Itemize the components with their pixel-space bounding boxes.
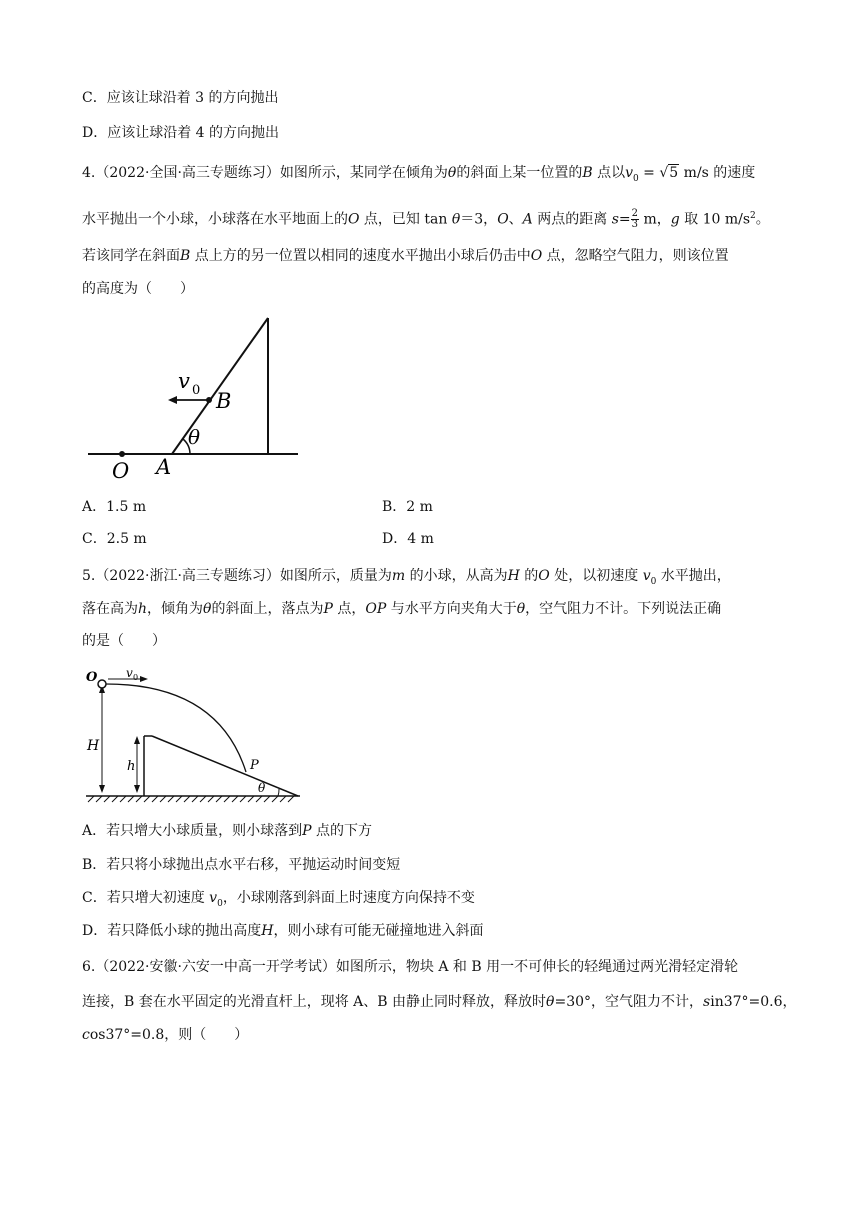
q5-option-c: C．若只增大初速度 $v_0$，小球刚落到斜面上时速度方向保持不变 xyxy=(82,890,475,909)
point-o-dot xyxy=(119,451,125,457)
q5-option-a: A．若只增大小球质量，则小球落到P 点的下方 xyxy=(82,823,372,839)
q4-stem-line1: 4.（2022·全国·高三专题练习）如图所示，某同学在倾角为θ的斜面上某一位置的B 点以$v_0 = √5$ m/s 的速度 xyxy=(82,165,756,184)
q5-stem-line1: 5.（2022·浙江·高三专题练习）如图所示，质量为m 的小球，从高为H 的O 处，以初速度 $v_0$ 水平抛出， xyxy=(82,568,731,587)
label-b: B xyxy=(216,389,232,413)
q4-stem-line2: 水平抛出一个小球，小球落在水平地面上的O 点，已知 tan θ＝3，O、A 两点的距离 s= $\frac{2}{3}$ m，g 取 10 $m/s^2$。 xyxy=(82,208,770,231)
v0-sub: 0 xyxy=(192,383,201,398)
label-o: O xyxy=(86,670,98,685)
q4-option-c: C．2.5 m xyxy=(82,531,147,547)
label-p: P xyxy=(250,758,259,773)
label-o: O xyxy=(112,459,130,483)
v0-label: v xyxy=(126,666,133,680)
label-h-lower: h xyxy=(127,759,136,774)
q4-option-d: D．4 m xyxy=(382,531,434,547)
q5-stem-line2: 落在高为h，倾角为θ的斜面上，落点为P 点，OP 与水平方向夹角大于θ，空气阻力不计。下列说法正确 xyxy=(82,601,722,617)
q5-projectile-figure xyxy=(82,662,307,807)
q5-option-d: D．若只降低小球的抛出高度H，则小球有可能无碰撞地进入斜面 xyxy=(82,923,484,939)
q4-incline-figure xyxy=(80,312,310,487)
q5-option-b: B．若只将小球抛出点水平右移，平抛运动时间变短 xyxy=(82,857,401,873)
q4-option-a: A．1.5 m xyxy=(82,499,147,515)
q3-option-d: D．应该让球沿着 4 的方向抛出 xyxy=(82,125,280,141)
q4-stem-line3: 若该同学在斜面B 点上方的另一位置以相同的速度水平抛出小球后仍击中O 点，忽略空气阻力，则该位置 xyxy=(82,248,729,264)
label-theta: θ xyxy=(258,781,266,795)
ball xyxy=(98,680,106,688)
q6-stem-line1: 6.（2022·安徽·六安一中高一开学考试）如图所示，物块 A 和 B 用一不可伸长的轻绳通过两光滑轻定滑轮 xyxy=(82,959,739,975)
q6-stem-line2: 连接，B 套在水平固定的光滑直杆上，现将 A、B 由静止同时释放，释放时θ=30°，空气阻力不计，sin37°=0.6， xyxy=(82,994,797,1010)
q6-stem-line3: cos37°=0.8，则（ ） xyxy=(82,1027,249,1043)
q5-stem-line3: 的是（ ） xyxy=(82,633,166,649)
label-a: A xyxy=(156,455,172,479)
q3-option-c: C．应该让球沿着 3 的方向抛出 xyxy=(82,90,279,106)
label-theta: θ xyxy=(188,425,201,449)
v0-sub: 0 xyxy=(133,673,139,682)
q4-stem-line4: 的高度为（ ） xyxy=(82,281,194,297)
v0-label: v xyxy=(178,369,190,393)
label-h-upper: H xyxy=(87,738,100,754)
q4-option-b: B．2 m xyxy=(382,499,433,515)
fraction-2-3: $\frac{2}{3}$ xyxy=(631,208,638,231)
